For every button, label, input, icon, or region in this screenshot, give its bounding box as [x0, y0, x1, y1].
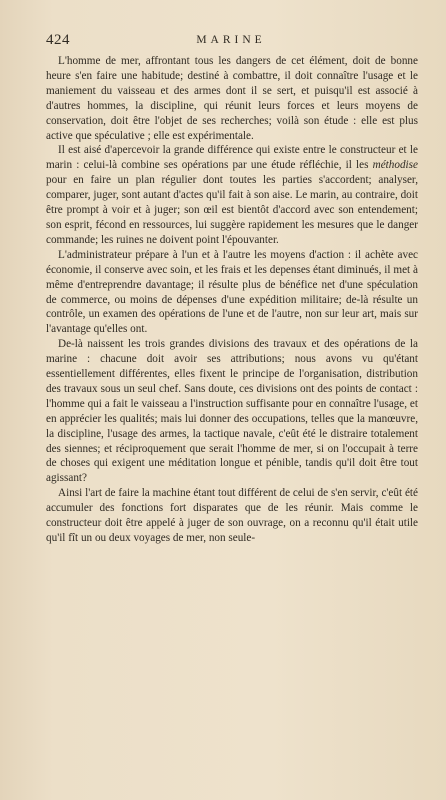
paragraph-text-before: Il est aisé d'apercevoir la grande différence qui existe entre le constructeur et le marin : celui-là combine ses opérations par une étude réfléchie, il les [46, 144, 418, 172]
paragraph-administrator: L'administrateur prépare à l'un et à l'autre les moyens d'action : il achète avec économie, il conserve avec soin, et les frais et les depenses étant diminués, il met à même d'entreprendre davantage; il résulte plus de bénéfice net d'une spéculation de commerce, ou moins de dépenses d'une expédition militaire; de-là résulte un contrôle, un examen des opérations de l'une et de l'autre, non sur leur art, mais sur l'avantage qu'elles ont. [46, 248, 418, 336]
paragraph-machine-art: Ainsi l'art de faire la machine étant tout différent de celui de s'en servir, c'eût été accumuler des fonctions fort disparates que de les réunir. Mais comme le constructeur doit être appelé à juger de son ouvrage, on a reconnu qu'il était utile qu'il fît un ou deux voyages de mer, non seule- [46, 487, 418, 544]
body-text [46, 54, 418, 546]
italic-word: méthodise [372, 159, 418, 172]
paragraph-constructor-vs-sailor [46, 143, 418, 247]
paragraph-text-after: pour en faire un plan régulier dont toutes les parties s'accordent; analyser, comparer, juger, sont autant d'actes qu'il fait à son aise. Le marin, au contraire, doit être prompt à voir et à juger; son œil est bientôt d'accord avec son entendement; son esprit, fécond en ressources, lui suggère rapidement les mesures que le danger commande; les ruines ne doivent point l'épouvanter. [46, 174, 418, 246]
paragraph-three-divisions: De-là naissent les trois grandes divisions des travaux et des opérations de la marine : chacune doit avoir ses attributions; nous avons vu qu'étant essentiellement différentes, elles fixent le principe de l'organisation, distribution des travaux sous un seul chef. Sans doute, ces divisions ont des points de contact : l'homme qui a fait le vaisseau a l'instruction suffisante pour en connaître l'usage, et en apprécier les qualités; mais lui donner des occupations, telles que la manœuvre, la discipline, l'usage des armes, la tactique navale, c'eût été le distraire totalement des siennes; et réciproquement que serait l'homme de mer, si on l'occupait à terre de choses qui exigent une méditation longue et pénible, tandis qu'il doit être tout agissant? [46, 338, 418, 485]
page-header [46, 32, 416, 50]
page-number: 424 [46, 32, 70, 48]
running-head: MARINE [196, 34, 266, 46]
paragraph-seaman: L'homme de mer, affrontant tous les dangers de cet élément, doit de bonne heure s'en faire une habitude; destiné à combattre, il doit connaître l'usage et le maniement du vaisseau et des armes dont il se sert, et puisqu'il est associé à d'autres hommes, la discipline, qui réunit leurs forces et leurs moyens de conservation, doit être l'objet de ses recherches; voilà son étude : elle est plus active que spéculative ; elle est expérimentale. [46, 55, 418, 142]
